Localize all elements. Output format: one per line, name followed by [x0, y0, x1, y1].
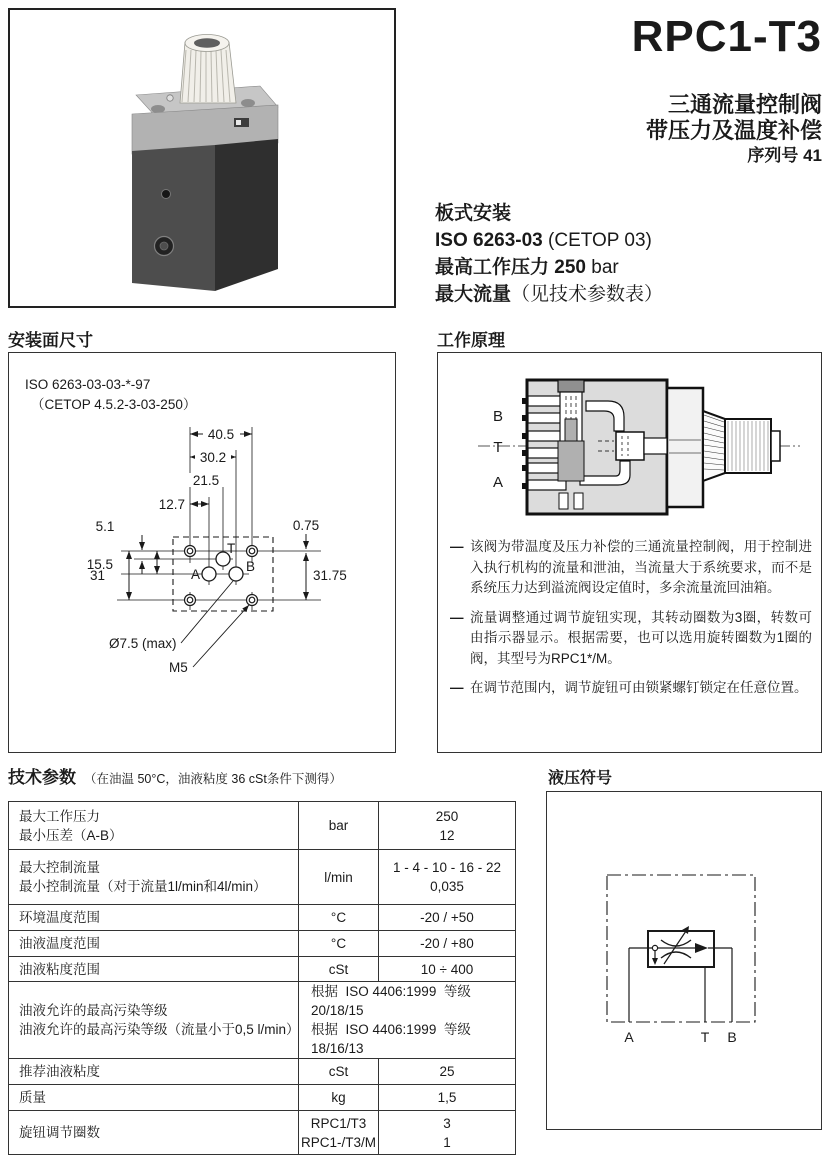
table-row: 油液粘度范围 cSt 10 ÷ 400 [9, 957, 516, 982]
svg-text:T: T [700, 1029, 710, 1045]
svg-text:15.5: 15.5 [86, 557, 113, 572]
valve-photo-illustration [10, 10, 394, 306]
svg-text:B: B [727, 1029, 737, 1045]
hydraulic-symbol-title: 液压符号 [548, 770, 613, 787]
max-flow-line: 最大流量（见技术参数表） [435, 284, 664, 305]
list-item: — 该阀为带温度及压力补偿的三通流量控制阀，用于控制进入执行机构的流量和泄油，当流量大于系统要求，而不是系统压力达到溢流阀设定值时，多余流量流回油箱。 [450, 537, 812, 599]
mounting-section-title: 安装面尺寸 [8, 331, 93, 350]
bullet-dash: — [450, 539, 464, 554]
svg-text:T: T [227, 541, 236, 556]
svg-text:5.1: 5.1 [95, 519, 115, 534]
svg-text:A: A [492, 474, 504, 491]
product-subtitle-line2: 带压力及温度补偿 [645, 118, 822, 143]
bullet-dash: — [450, 680, 464, 696]
svg-text:12.7: 12.7 [158, 497, 185, 512]
svg-text:M5: M5 [169, 660, 188, 675]
svg-text:21.5: 21.5 [192, 473, 220, 488]
principle-notes [450, 537, 812, 708]
svg-text:ISO 6263-03-03-*-97: ISO 6263-03-03-*-97 [25, 377, 151, 392]
svg-text:0.75: 0.75 [292, 518, 320, 533]
list-item: — 在调节范围内，调节旋钮可由锁紧螺钉锁定在任意位置。 [450, 678, 812, 699]
svg-text:Ø7.5 (max): Ø7.5 (max) [109, 636, 177, 651]
mounting-dimensions-panel [8, 352, 396, 753]
table-row: 质量 kg 1,5 [9, 1085, 516, 1111]
valve-cross-section [438, 353, 820, 533]
tech-params-title: 技术参数 （在油温 50°C，油液粘度 36 cSt条件下测得） [8, 768, 342, 787]
page-title: RPC1-T3 [631, 12, 822, 61]
product-photo [8, 8, 396, 308]
iso-standard-line: ISO 6263-03 (CETOP 03) [435, 230, 652, 251]
table-row: 环境温度范围 °C -20 / +50 [9, 905, 516, 931]
tech-params-note: （在油温 50°C，油液粘度 36 cSt条件下测得） [84, 772, 342, 786]
bullet-dash: — [450, 609, 464, 625]
principle-section-title: 工作原理 [437, 331, 505, 350]
svg-text:B: B [492, 408, 504, 425]
svg-text:A: A [624, 1029, 634, 1045]
hydraulic-symbol-panel [546, 791, 822, 1130]
svg-text:40.5: 40.5 [207, 427, 235, 442]
svg-text:A: A [190, 567, 200, 582]
mount-type-line: 板式安装 [435, 203, 512, 224]
mounting-face-drawing [9, 353, 394, 751]
series-number: 序列号 41 [747, 146, 822, 165]
max-pressure-line: 最高工作压力 250 bar [435, 257, 619, 278]
tech-params-table [8, 801, 516, 1155]
table-row: 油液允许的最高污染等级 油液允许的最高污染等级（流量小于0,5 l/min） 根据 ISO 4406:1999 等级 20/18/15 根据 ISO 4406:1999 等级 18/16/13 [9, 982, 516, 1059]
table-row: 最大控制流量 最小控制流量（对于流量1l/min和4l/min） l/min 1 - 4 - 10 - 16 - 22 0,035 [9, 850, 516, 905]
table-row: 推荐油液粘度 cSt 25 [9, 1059, 516, 1085]
table-row: 油液温度范围 °C -20 / +80 [9, 931, 516, 957]
product-subtitle-line1: 三通流量控制阀 [667, 92, 822, 117]
svg-text:B: B [246, 559, 256, 574]
svg-text:30.2: 30.2 [199, 450, 227, 465]
hydraulic-symbol-drawing [547, 792, 820, 1128]
svg-text:（CETOP 4.5.2-3-03-250）: （CETOP 4.5.2-3-03-250） [31, 397, 197, 412]
svg-text:31: 31 [89, 568, 105, 583]
adjustment-knob-photo [180, 35, 236, 104]
svg-text:31.75: 31.75 [313, 568, 347, 583]
table-row: 最大工作压力 最小压差（A-B） bar 250 12 [9, 802, 516, 850]
list-item: — 流量调整通过调节旋钮实现，其转动圈数为3圈，转数可由指示器显示。根据需要，也可以选用旋转圈数为1圈的阀，其型号为RPC1*/M。 [450, 608, 812, 670]
svg-text:T: T [493, 439, 503, 456]
working-principle-panel [437, 352, 822, 753]
intro-specs [435, 200, 663, 308]
table-row: 旋钮调节圈数 RPC1/T3 RPC1-/T3/M 3 1 [9, 1111, 516, 1155]
